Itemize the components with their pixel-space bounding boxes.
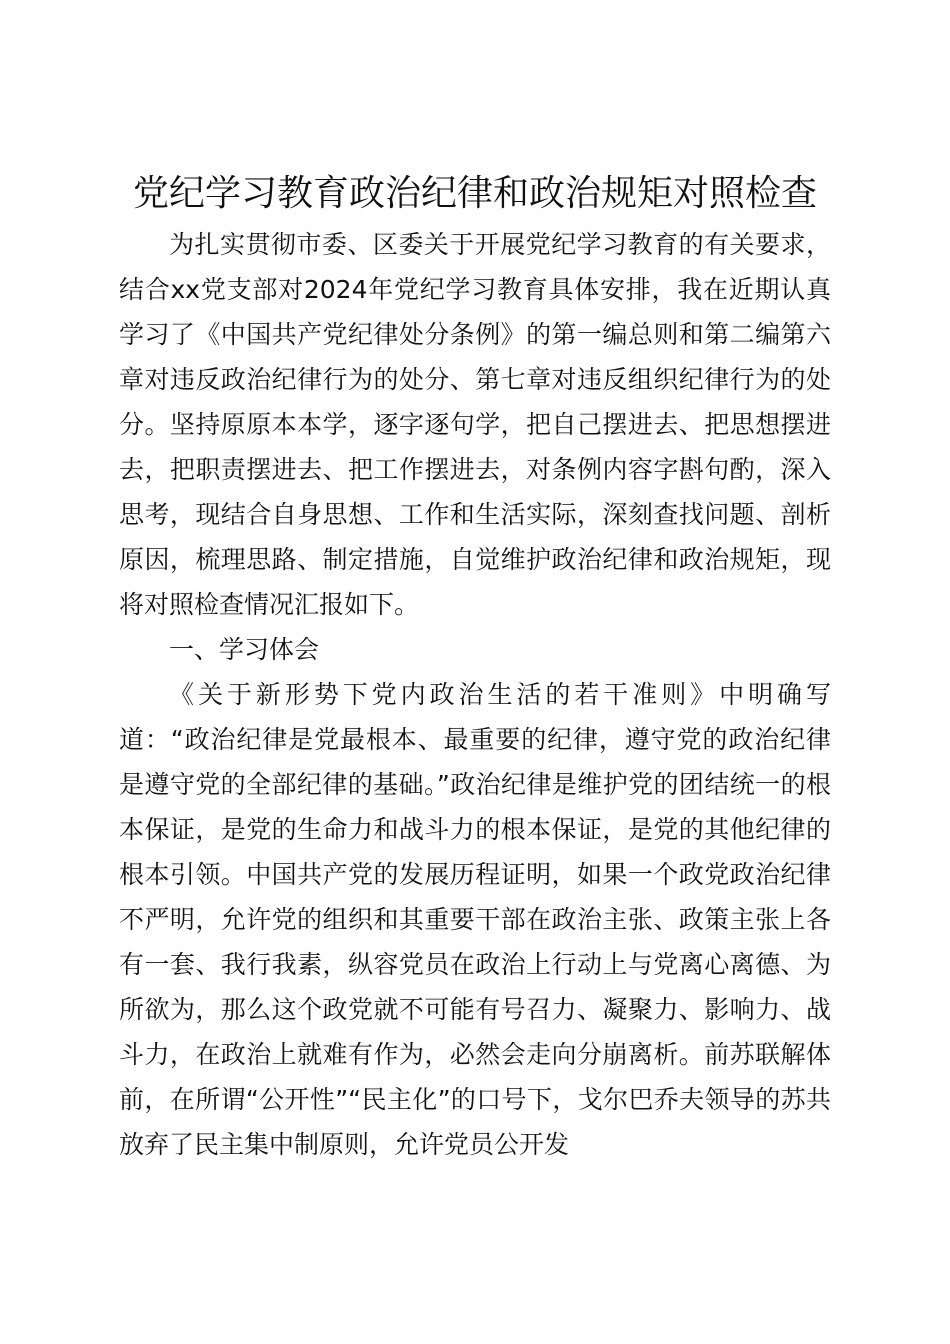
document-title: 党纪学习教育政治纪律和政治规矩对照检查 [132, 173, 817, 214]
section-paragraph-study-experience: 《关于新形势下党内政治生活的若干准则》中明确写道：“政治纪律是党最根本、最重要的纪律，遵守党的政治纪律是遵守党的全部纪律的基础。”政治纪律是维护党的团结统一的根本保证，是党的生命力和战斗力的根本保证，是党的其他纪律的根本引领。中国共产党的发展历程证明，如果一个政党政治纪律不严明，允许党的组织和其重要干部在政治主张、政策主张上各有一套、我行我素，纵容党员在政治上行动上与党离心离德、为所欲为，那么这个政党就不可能有号召力、凝聚力、影响力、战斗力，在政治上就难有作为，必然会走向分崩离析。前苏联解体前，在所谓“公开性”“民主化”的口号下，戈尔巴乔夫领导的苏共放弃了民主集中制原则，允许党员公开发 [119, 680, 831, 1159]
section-heading-study-experience: 一、学习体会 [169, 635, 320, 664]
intro-paragraph: 为扎实贯彻市委、区委关于开展党纪学习教育的有关要求，结合xx党支部对2024年党纪学习教育具体安排，我在近期认真学习了《中国共产党纪律处分条例》的第一编总则和第二编第六章对违反政治纪律行为的处分、第七章对违反组织纪律行为的处分。坚持原原本本学，逐字逐句学，把自己摆进去、把思想摆进去，把职责摆进去、把工作摆进去，对条例内容字斟句酌，深入思考，现结合自身思想、工作和生活实际，深刻查找问题、剖析原因，梳理思路、制定措施，自觉维护政治纪律和政治规矩，现将对照检查情况汇报如下。 [119, 230, 831, 619]
document-body [119, 222, 831, 1167]
